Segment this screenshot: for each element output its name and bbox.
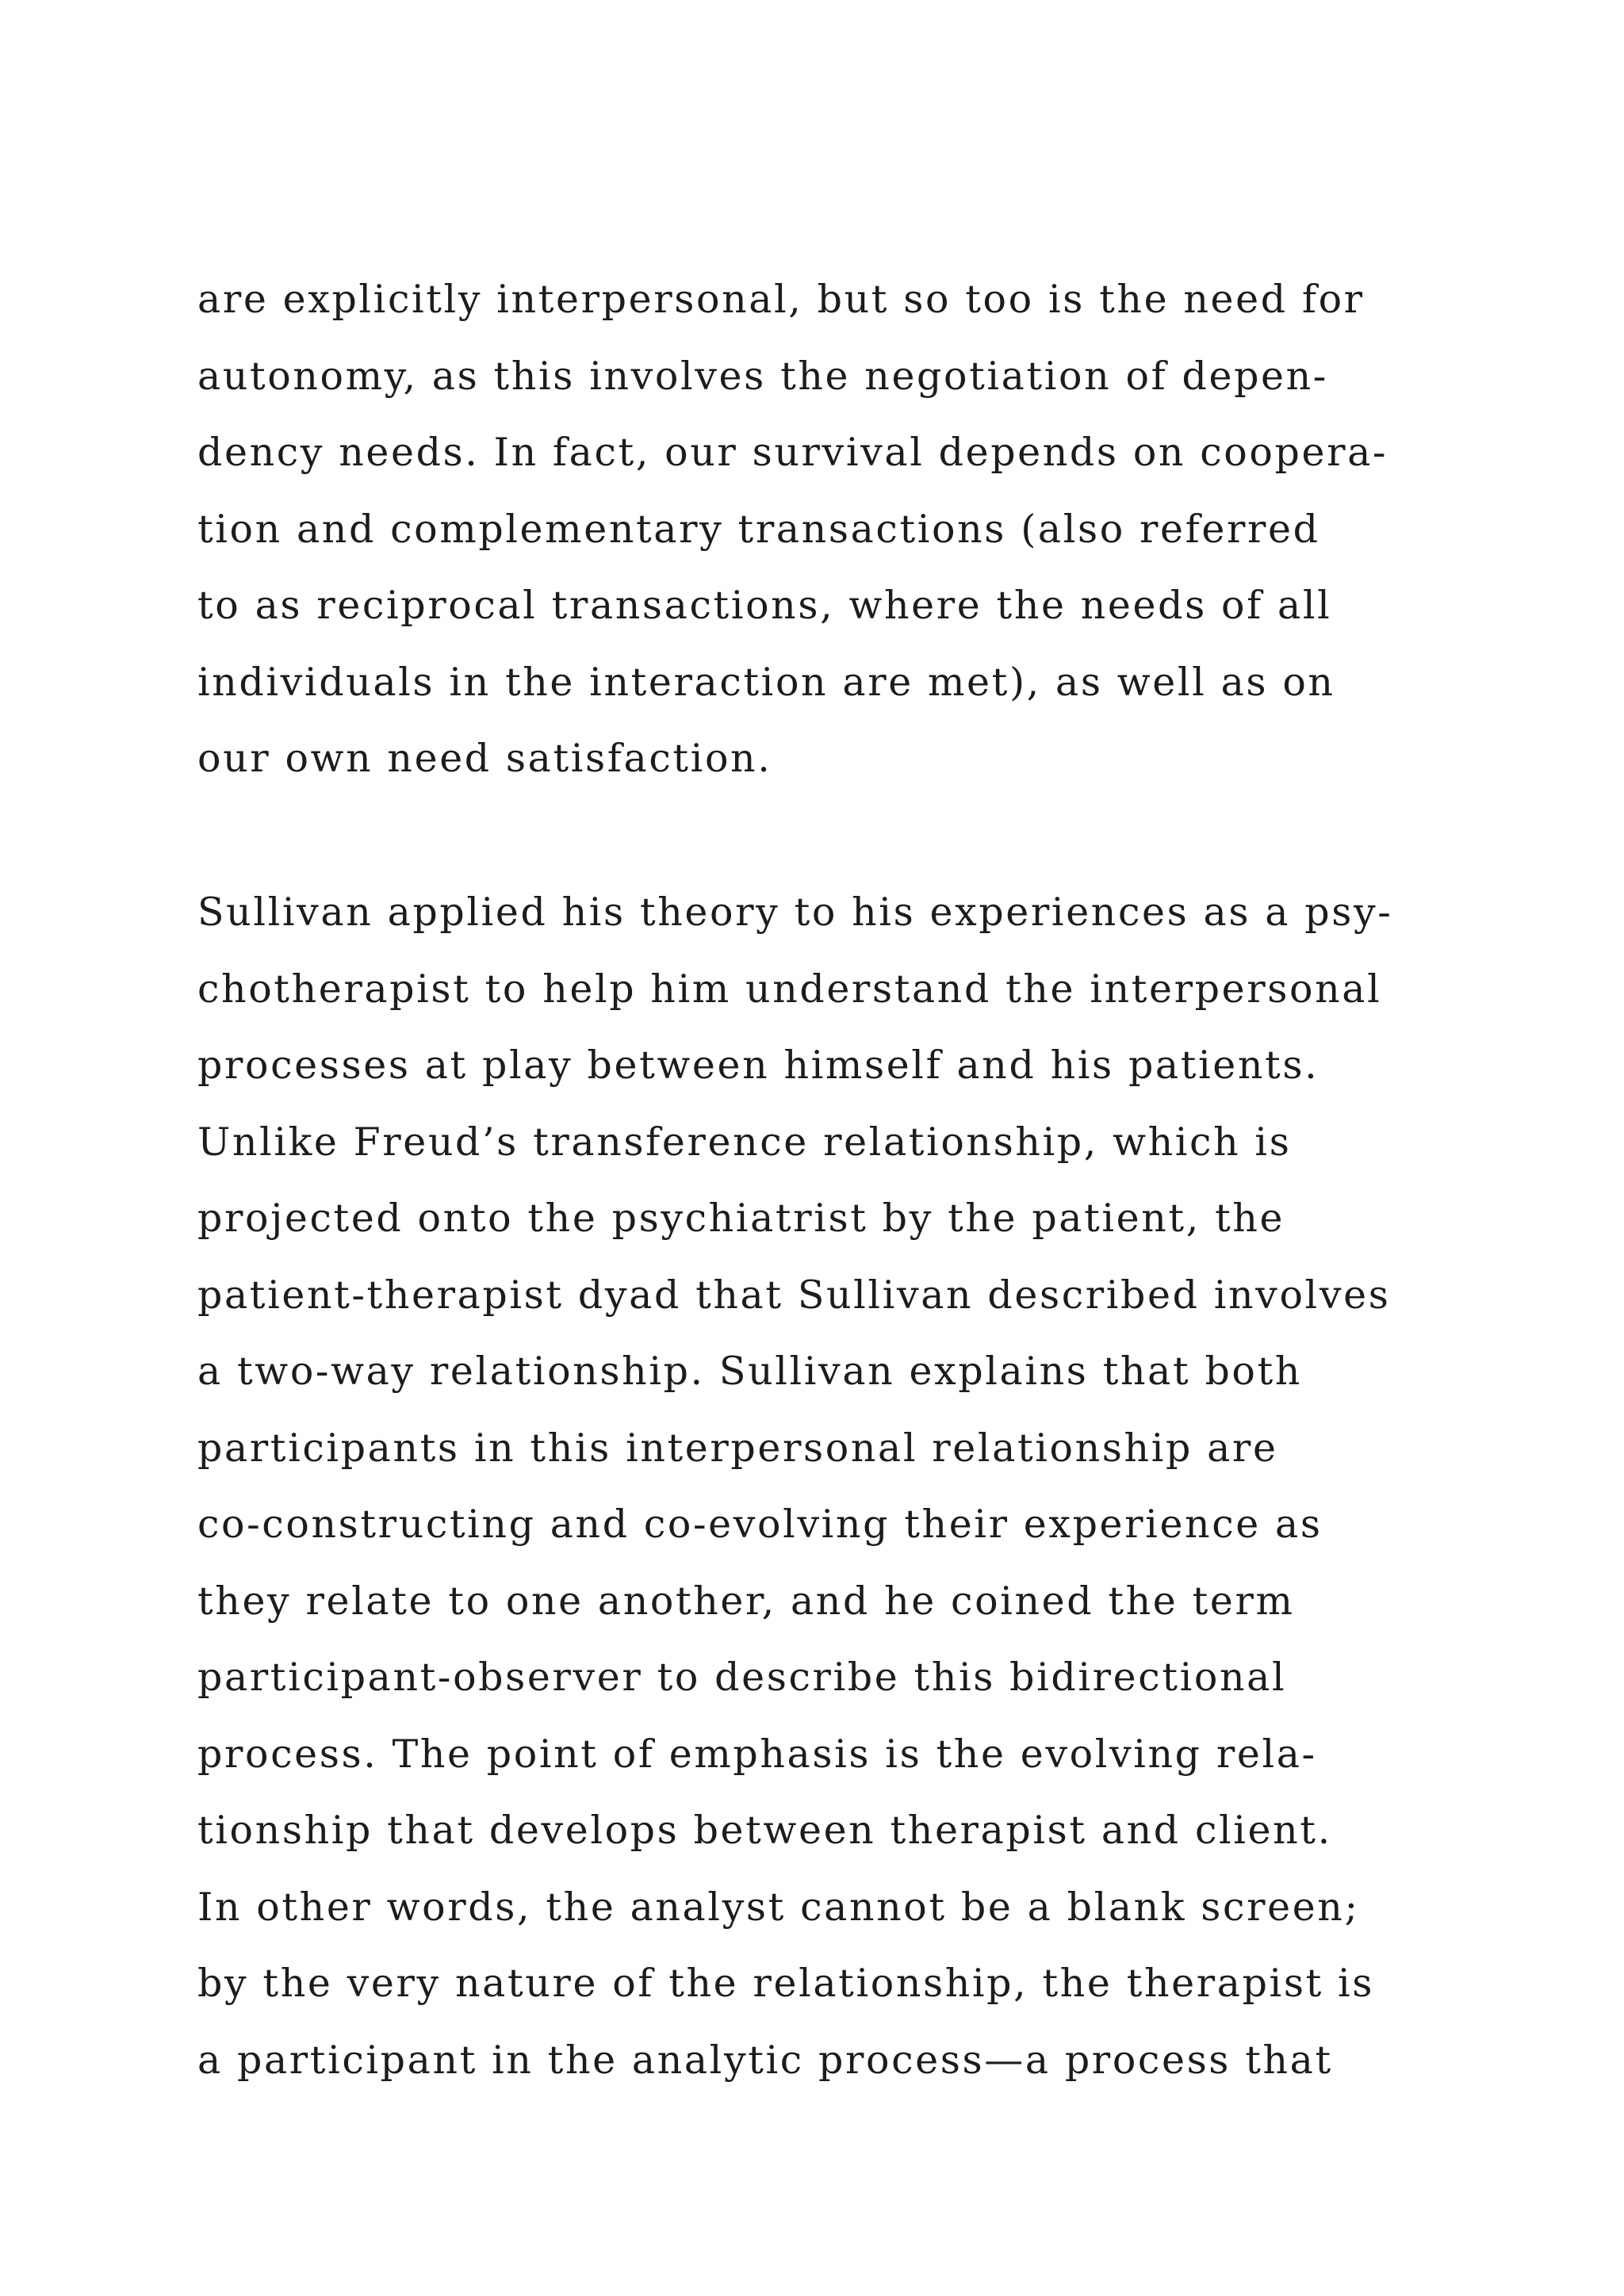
text-line: tionship that develops between therapist and client. [197, 1808, 1332, 1853]
text-line: they relate to one another, and he coined the term [197, 1578, 1295, 1624]
text-line: tion and complementary transactions (also referred [197, 506, 1320, 552]
text-line: are explicitly interpersonal, but so too is the need for [197, 277, 1365, 322]
paragraph-1 [197, 262, 1466, 798]
text-line: In other words, the analyst cannot be a blank screen; [197, 1884, 1360, 1930]
text-line: participants in this interpersonal relationship are [197, 1425, 1278, 1471]
text-line: dency needs. In fact, our survival depends on coopera- [197, 430, 1388, 475]
text-line: Sullivan applied his theory to his experiences as a psy- [197, 890, 1393, 935]
text-line: co-constructing and co-evolving their experience as [197, 1502, 1323, 1547]
text-line: to as reciprocal transactions, where the needs of all [197, 583, 1332, 628]
text-line: chotherapist to help him understand the interpersonal [197, 966, 1382, 1012]
text-line: our own need satisfaction. [197, 736, 772, 781]
text-line: a participant in the analytic process—a process that [197, 2037, 1333, 2083]
text-line: process. The point of emphasis is the evolving rela- [197, 1731, 1317, 1777]
text-line: Unlike Freud’s transference relationship, which is [197, 1119, 1292, 1165]
text-line: processes at play between himself and his patients. [197, 1043, 1320, 1088]
text-line: individuals in the interaction are met), as well as on [197, 659, 1335, 705]
text-line: patient-therapist dyad that Sullivan described involves [197, 1272, 1391, 1318]
text-line: a two-way relationship. Sullivan explains that both [197, 1349, 1302, 1394]
text-line: projected onto the psychiatrist by the patient, the [197, 1196, 1285, 1241]
text-line: autonomy, as this involves the negotiation of depen- [197, 353, 1328, 399]
text-line: participant-observer to describe this bidirectional [197, 1655, 1287, 1700]
paragraph-2 [197, 874, 1466, 2099]
text-line: by the very nature of the relationship, the therapist is [197, 1961, 1375, 2006]
